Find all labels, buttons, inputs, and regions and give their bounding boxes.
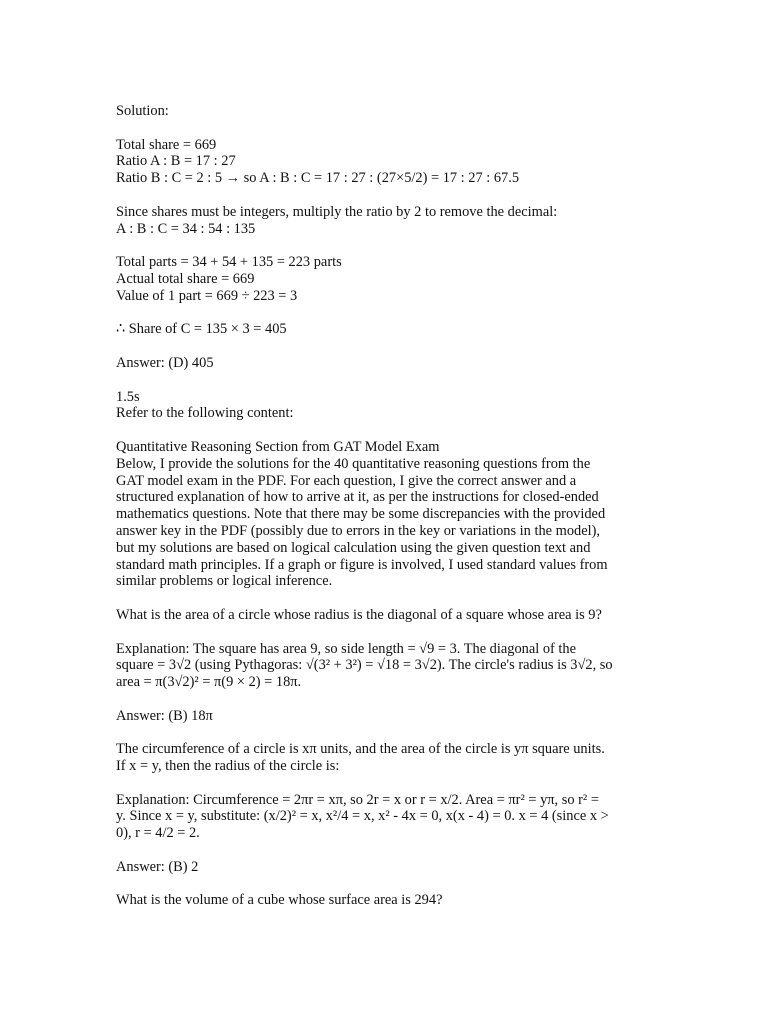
explanation [116,792,661,842]
text-line: mathematics questions. Note that there may be some discrepancies with the provided [116,506,606,523]
text-line: A : B : C = 34 : 54 : 135 [116,220,256,237]
text-line: Total parts = 34 + 54 + 135 = 223 parts [116,254,342,271]
document-page [116,103,661,909]
text-line: square = 3√2 (using Pythagoras: √(3² + 3²) = √18 = 3√2). The circle's radius is 3√2, so [116,657,613,674]
question-text: What is the area of a circle whose radius is the diagonal of a square whose area is 9? [116,606,602,623]
text-line: Total share = 669 [116,136,217,153]
text-line: y. Since x = y, substitute: (x/2)² = x, x²/4 = x, x² - 4x = 0, x(x - 4) = 0. x = 4 (since x > [116,808,609,825]
question-text [116,741,661,775]
text-line: but my solutions are based on logical calculation using the given question text and [116,539,591,556]
question-text: What is the volume of a cube whose surface area is 294? [116,892,443,909]
explanation [116,641,661,691]
text-line: If x = y, then the radius of the circle is: [116,758,340,775]
text-line: Actual total share = 669 [116,270,255,287]
solution-block-integers [116,204,661,238]
text-line: Explanation: The square has area 9, so side length = √9 = 3. The diagonal of the [116,640,576,657]
section-title: Quantitative Reasoning Section from GAT Model Exam [116,438,440,455]
section-intro [116,456,661,590]
answer-text: Answer: (B) 2 [116,858,199,875]
refer-text: Refer to the following content: [116,405,294,422]
text-line: Value of 1 part = 669 ÷ 223 = 3 [116,287,298,304]
text-line: Below, I provide the solutions for the 40 quantitative reasoning questions from the [116,455,591,472]
solution-block-ratios [116,137,661,187]
text-line: answer key in the PDF (possibly due to errors in the key or variations in the model), [116,522,600,539]
solution-block-parts [116,254,661,304]
text-line: Ratio A : B = 17 : 27 [116,153,236,170]
text-line: standard math principles. If a graph or figure is involved, I used standard values from [116,556,608,573]
solution-conclusion: ∴ Share of C = 135 × 3 = 405 [116,321,287,338]
text-line: Ratio B : C = 2 : 5 → so A : B : C = 17 : 27 : (27×5/2) = 17 : 27 : 67.5 [116,170,520,187]
text-line: Since shares must be integers, multiply the ratio by 2 to remove the decimal: [116,203,558,220]
text-line: area = π(3√2)² = π(9 × 2) = 18π. [116,674,302,691]
answer-text: Answer: (B) 18π [116,707,213,724]
text-line: Explanation: Circumference = 2πr = xπ, so 2r = x or r = x/2. Area = πr² = yπ, so r² = [116,791,599,808]
solution-heading: Solution: [116,103,169,119]
text-line: The circumference of a circle is xπ units, and the area of the circle is yπ square units. [116,741,605,758]
solution-answer: Answer: (D) 405 [116,354,214,371]
elapsed-time: 1.5s [116,388,140,405]
text-line: 0), r = 4/2 = 2. [116,825,200,842]
text-line: similar problems or logical inference. [116,573,333,590]
text-line: GAT model exam in the PDF. For each question, I give the correct answer and a [116,472,577,489]
text-line: structured explanation of how to arrive at it, as per the instructions for closed-ended [116,489,599,506]
